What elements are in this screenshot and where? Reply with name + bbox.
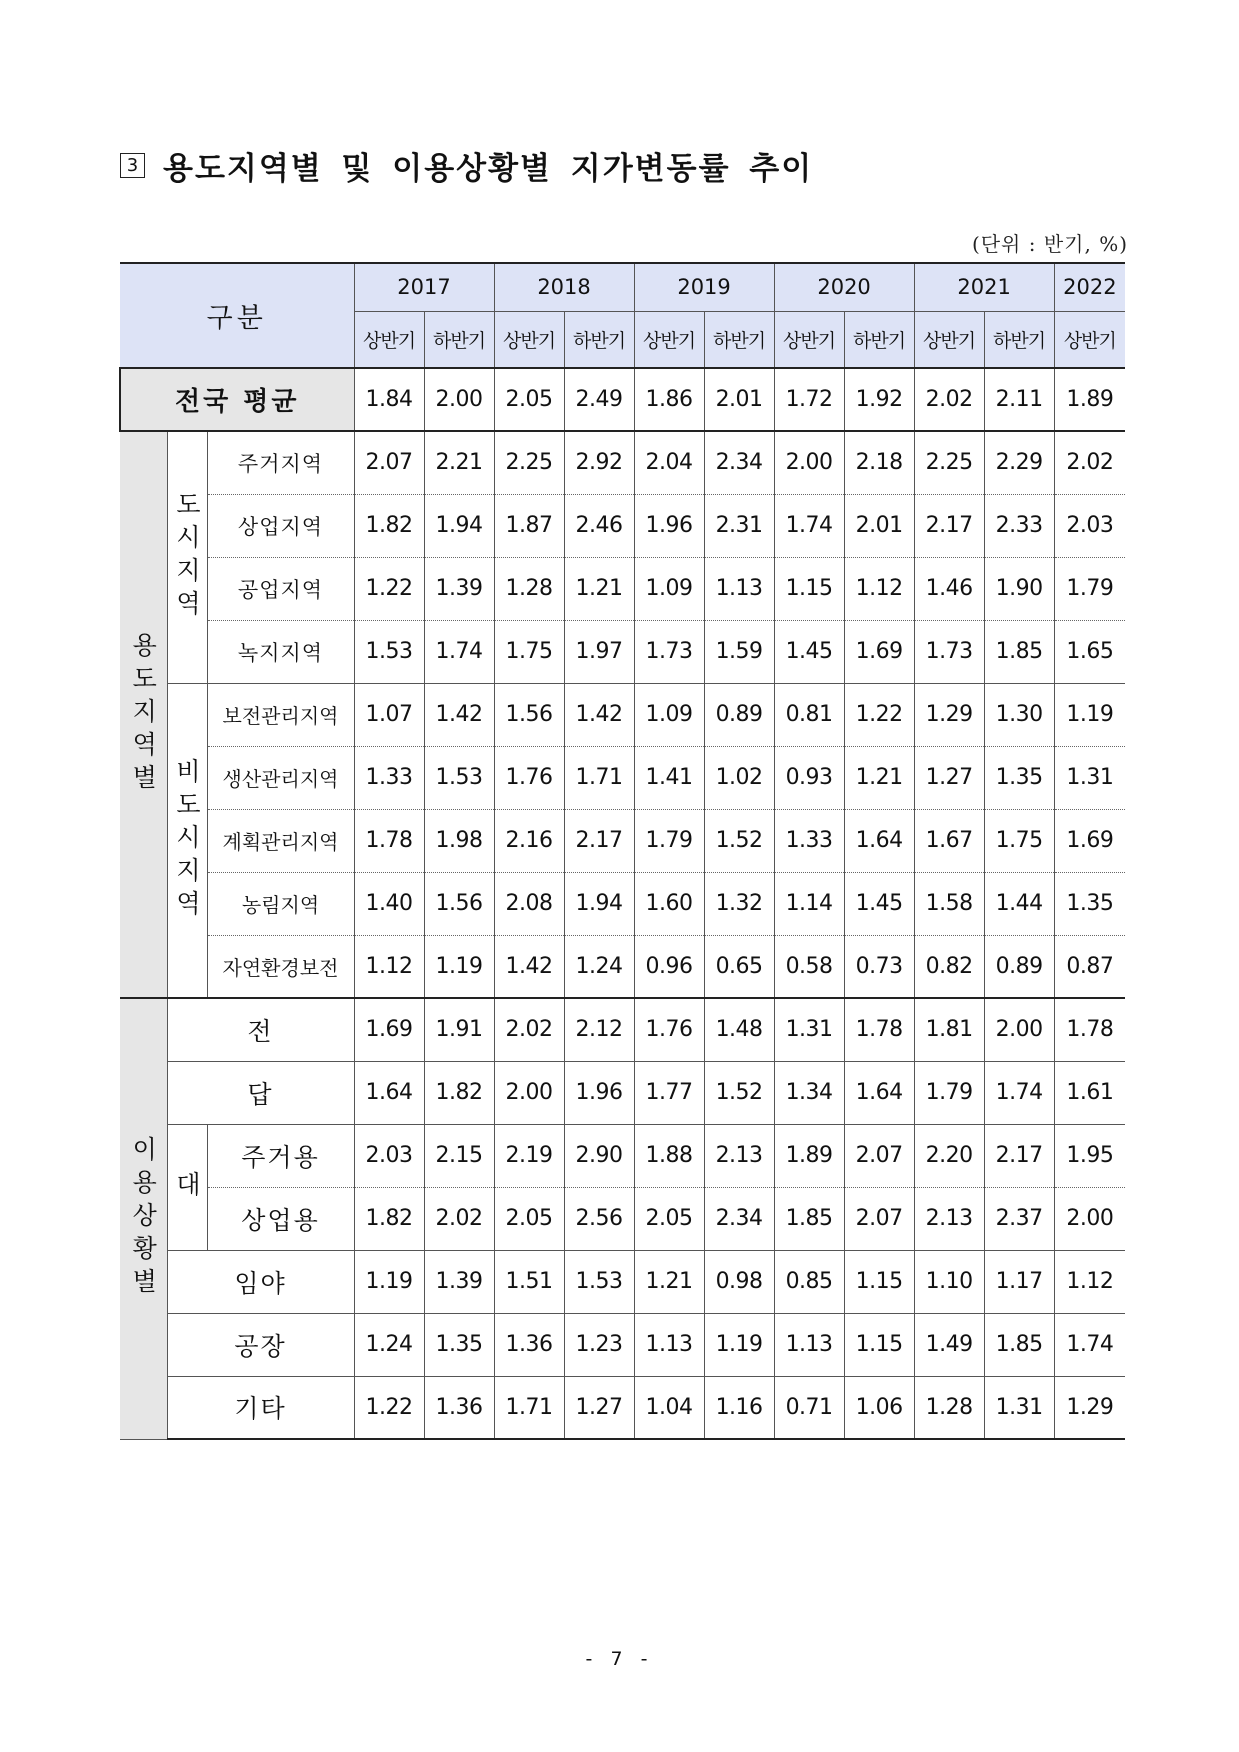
value-cell: 1.65 (1054, 620, 1125, 683)
value-cell: 1.04 (634, 1376, 704, 1439)
value-cell: 2.92 (564, 431, 634, 494)
value-cell: 1.45 (774, 620, 844, 683)
value-cell: 1.19 (424, 935, 494, 998)
row-label: 상업지역 (207, 494, 354, 557)
value-cell: 2.34 (704, 1187, 774, 1250)
value-cell: 1.97 (564, 620, 634, 683)
value-cell: 0.93 (774, 746, 844, 809)
row-label: 농림지역 (207, 872, 354, 935)
header-half: 하반기 (844, 311, 914, 368)
value-cell: 2.00 (1054, 1187, 1125, 1250)
header-year-2021: 2021 (914, 263, 1054, 311)
value-cell: 1.12 (844, 557, 914, 620)
value-cell: 1.40 (354, 872, 424, 935)
value-cell: 1.02 (704, 746, 774, 809)
value-cell: 1.29 (1054, 1376, 1125, 1439)
value-cell: 1.28 (914, 1376, 984, 1439)
value-cell: 1.95 (1054, 1124, 1125, 1187)
value-cell: 1.92 (844, 368, 914, 431)
value-cell: 1.69 (354, 998, 424, 1061)
value-cell: 1.64 (844, 1061, 914, 1124)
value-cell: 1.88 (634, 1124, 704, 1187)
table-row (120, 1124, 1125, 1187)
value-cell: 1.23 (564, 1313, 634, 1376)
table-row (120, 1187, 1125, 1250)
value-cell: 1.73 (914, 620, 984, 683)
table-row (120, 620, 1125, 683)
value-cell: 1.15 (844, 1313, 914, 1376)
row-label: 보전관리지역 (207, 683, 354, 746)
value-cell: 1.35 (984, 746, 1054, 809)
value-cell: 1.67 (914, 809, 984, 872)
national-average-row (120, 368, 1125, 431)
table-row (120, 1313, 1125, 1376)
value-cell: 1.15 (774, 557, 844, 620)
zone-section-label-text (120, 632, 167, 797)
value-cell: 2.17 (984, 1124, 1054, 1187)
value-cell: 1.89 (774, 1124, 844, 1187)
value-cell: 2.11 (984, 368, 1054, 431)
value-cell: 1.42 (564, 683, 634, 746)
row-label: 계획관리지역 (207, 809, 354, 872)
value-cell: 1.29 (914, 683, 984, 746)
value-cell: 1.79 (634, 809, 704, 872)
table-row (120, 1061, 1125, 1124)
value-cell: 2.07 (354, 431, 424, 494)
value-cell: 1.31 (1054, 746, 1125, 809)
value-cell: 2.90 (564, 1124, 634, 1187)
header-half: 상반기 (914, 311, 984, 368)
value-cell: 1.21 (634, 1250, 704, 1313)
value-cell: 2.17 (564, 809, 634, 872)
value-cell: 1.73 (634, 620, 704, 683)
value-cell: 1.19 (1054, 683, 1125, 746)
header-half: 하반기 (984, 311, 1054, 368)
value-cell: 2.07 (844, 1187, 914, 1250)
value-cell: 2.04 (634, 431, 704, 494)
value-cell: 1.61 (1054, 1061, 1125, 1124)
table-row (120, 494, 1125, 557)
value-cell: 1.84 (354, 368, 424, 431)
value-cell: 2.31 (704, 494, 774, 557)
header-half: 상반기 (774, 311, 844, 368)
header-half: 하반기 (424, 311, 494, 368)
value-cell: 1.52 (704, 1061, 774, 1124)
dae-group-label-label: 대 (172, 1170, 202, 1204)
value-cell: 2.29 (984, 431, 1054, 494)
row-label: 상업용 (207, 1187, 354, 1250)
value-cell: 1.27 (914, 746, 984, 809)
value-cell: 1.75 (984, 809, 1054, 872)
row-label: 생산관리지역 (207, 746, 354, 809)
value-cell: 1.33 (774, 809, 844, 872)
value-cell: 2.17 (914, 494, 984, 557)
value-cell: 2.21 (424, 431, 494, 494)
value-cell: 1.87 (494, 494, 564, 557)
table-row (120, 872, 1125, 935)
value-cell: 1.60 (634, 872, 704, 935)
value-cell: 2.12 (564, 998, 634, 1061)
value-cell: 0.85 (774, 1250, 844, 1313)
value-cell: 1.94 (564, 872, 634, 935)
value-cell: 1.22 (844, 683, 914, 746)
value-cell: 1.51 (494, 1250, 564, 1313)
value-cell: 1.77 (634, 1061, 704, 1124)
row-label: 주거용 (207, 1124, 354, 1187)
value-cell: 1.76 (634, 998, 704, 1061)
value-cell: 2.15 (424, 1124, 494, 1187)
row-label: 전 (167, 998, 354, 1061)
value-cell: 1.13 (634, 1313, 704, 1376)
value-cell: 2.16 (494, 809, 564, 872)
value-cell: 0.89 (704, 683, 774, 746)
dae-group-label-text (168, 1171, 207, 1204)
value-cell: 2.00 (984, 998, 1054, 1061)
value-cell: 1.79 (914, 1061, 984, 1124)
table-row (120, 809, 1125, 872)
value-cell: 1.33 (354, 746, 424, 809)
header-gubun: 구분 (120, 263, 354, 368)
value-cell: 1.91 (424, 998, 494, 1061)
value-cell: 1.28 (494, 557, 564, 620)
section-title-text: 용도지역별 및 이용상황별 지가변동률 추이 (163, 150, 814, 187)
value-cell: 1.78 (354, 809, 424, 872)
row-label: 공업지역 (207, 557, 354, 620)
use-section-label-text (120, 1136, 167, 1301)
value-cell: 1.78 (1054, 998, 1125, 1061)
header-half: 상반기 (354, 311, 424, 368)
value-cell: 1.53 (424, 746, 494, 809)
value-cell: 2.05 (494, 1187, 564, 1250)
table-row (120, 746, 1125, 809)
table-row (120, 431, 1125, 494)
header-year-2020: 2020 (774, 263, 914, 311)
value-cell: 1.59 (704, 620, 774, 683)
value-cell: 1.90 (984, 557, 1054, 620)
value-cell: 1.36 (494, 1313, 564, 1376)
value-cell: 0.98 (704, 1250, 774, 1313)
value-cell: 0.87 (1054, 935, 1125, 998)
value-cell: 1.36 (424, 1376, 494, 1439)
value-cell: 1.49 (914, 1313, 984, 1376)
value-cell: 1.82 (424, 1061, 494, 1124)
value-cell: 1.13 (704, 557, 774, 620)
value-cell: 1.19 (354, 1250, 424, 1313)
value-cell: 0.82 (914, 935, 984, 998)
value-cell: 1.07 (354, 683, 424, 746)
section-title (120, 143, 813, 187)
table-row (120, 557, 1125, 620)
value-cell: 2.05 (634, 1187, 704, 1250)
row-label: 녹지지역 (207, 620, 354, 683)
value-cell: 0.65 (704, 935, 774, 998)
value-cell: 0.73 (844, 935, 914, 998)
value-cell: 1.34 (774, 1061, 844, 1124)
value-cell: 2.19 (494, 1124, 564, 1187)
header-year-2019: 2019 (634, 263, 774, 311)
value-cell: 1.42 (494, 935, 564, 998)
value-cell: 1.71 (494, 1376, 564, 1439)
value-cell: 1.31 (984, 1376, 1054, 1439)
value-cell: 2.13 (914, 1187, 984, 1250)
value-cell: 1.85 (984, 620, 1054, 683)
value-cell: 1.13 (774, 1313, 844, 1376)
value-cell: 2.00 (774, 431, 844, 494)
value-cell: 1.41 (634, 746, 704, 809)
value-cell: 1.75 (494, 620, 564, 683)
section-number-box: 3 (120, 153, 145, 178)
value-cell: 2.25 (494, 431, 564, 494)
header-year-2022: 2022 (1054, 263, 1125, 311)
value-cell: 1.46 (914, 557, 984, 620)
value-cell: 1.74 (424, 620, 494, 683)
value-cell: 2.33 (984, 494, 1054, 557)
header-half: 상반기 (1054, 311, 1125, 368)
nonurban-group-label (167, 683, 207, 998)
value-cell: 1.10 (914, 1250, 984, 1313)
value-cell: 1.96 (564, 1061, 634, 1124)
value-cell: 2.05 (494, 368, 564, 431)
value-cell: 1.35 (1054, 872, 1125, 935)
value-cell: 1.21 (564, 557, 634, 620)
value-cell: 1.69 (1054, 809, 1125, 872)
value-cell: 1.21 (844, 746, 914, 809)
value-cell: 2.37 (984, 1187, 1054, 1250)
value-cell: 1.86 (634, 368, 704, 431)
zone-section-label-label: 용도지역별 (128, 632, 158, 797)
value-cell: 2.01 (704, 368, 774, 431)
value-cell: 1.45 (844, 872, 914, 935)
value-cell: 1.71 (564, 746, 634, 809)
value-cell: 1.89 (1054, 368, 1125, 431)
dae-group-label (167, 1124, 207, 1250)
nonurban-group-label-text (168, 758, 207, 923)
value-cell: 0.96 (634, 935, 704, 998)
value-cell: 1.44 (984, 872, 1054, 935)
page-number: - 7 - (585, 1648, 654, 1670)
table-row (120, 683, 1125, 746)
value-cell: 1.64 (354, 1061, 424, 1124)
value-cell: 2.02 (494, 998, 564, 1061)
value-cell: 1.30 (984, 683, 1054, 746)
value-cell: 2.00 (494, 1061, 564, 1124)
header-half: 상반기 (494, 311, 564, 368)
value-cell: 1.09 (634, 557, 704, 620)
value-cell: 1.22 (354, 557, 424, 620)
value-cell: 2.13 (704, 1124, 774, 1187)
value-cell: 2.49 (564, 368, 634, 431)
row-label: 공장 (167, 1313, 354, 1376)
value-cell: 1.31 (774, 998, 844, 1061)
table-header (120, 263, 1125, 368)
unit-note: (단위 : 반기, %) (971, 232, 1128, 256)
value-cell: 1.72 (774, 368, 844, 431)
use-section-label-label: 이용상황별 (128, 1136, 158, 1302)
use-section-label (120, 998, 167, 1439)
nonurban-group-label-label: 비도시지역 (172, 757, 202, 923)
value-cell: 1.64 (844, 809, 914, 872)
value-cell: 1.12 (1054, 1250, 1125, 1313)
value-cell: 1.74 (774, 494, 844, 557)
header-half: 하반기 (704, 311, 774, 368)
value-cell: 1.82 (354, 494, 424, 557)
value-cell: 0.71 (774, 1376, 844, 1439)
value-cell: 2.20 (914, 1124, 984, 1187)
value-cell: 1.82 (354, 1187, 424, 1250)
value-cell: 2.02 (424, 1187, 494, 1250)
value-cell: 1.85 (774, 1187, 844, 1250)
value-cell: 2.25 (914, 431, 984, 494)
value-cell: 2.01 (844, 494, 914, 557)
value-cell: 1.15 (844, 1250, 914, 1313)
zone-section-label (120, 431, 167, 998)
urban-group-label (167, 431, 207, 683)
value-cell: 1.96 (634, 494, 704, 557)
value-cell: 1.98 (424, 809, 494, 872)
value-cell: 1.48 (704, 998, 774, 1061)
value-cell: 0.81 (774, 683, 844, 746)
value-cell: 2.00 (424, 368, 494, 431)
value-cell: 1.17 (984, 1250, 1054, 1313)
value-cell: 1.53 (354, 620, 424, 683)
value-cell: 1.52 (704, 809, 774, 872)
header-half: 상반기 (634, 311, 704, 368)
value-cell: 1.22 (354, 1376, 424, 1439)
value-cell: 1.16 (704, 1376, 774, 1439)
value-cell: 1.53 (564, 1250, 634, 1313)
table-row (120, 1250, 1125, 1313)
table-row (120, 1376, 1125, 1439)
value-cell: 1.24 (354, 1313, 424, 1376)
value-cell: 2.46 (564, 494, 634, 557)
value-cell: 1.85 (984, 1313, 1054, 1376)
urban-group-label-label: 도시지역 (172, 491, 202, 624)
value-cell: 1.19 (704, 1313, 774, 1376)
national-average-label: 전국 평균 (120, 368, 354, 431)
value-cell: 2.02 (1054, 431, 1125, 494)
value-cell: 1.35 (424, 1313, 494, 1376)
table-row (120, 998, 1125, 1061)
value-cell: 1.06 (844, 1376, 914, 1439)
value-cell: 1.39 (424, 557, 494, 620)
value-cell: 1.69 (844, 620, 914, 683)
row-label: 기타 (167, 1376, 354, 1439)
value-cell: 2.18 (844, 431, 914, 494)
value-cell: 2.03 (354, 1124, 424, 1187)
value-cell: 1.78 (844, 998, 914, 1061)
value-cell: 1.14 (774, 872, 844, 935)
value-cell: 1.74 (984, 1061, 1054, 1124)
value-cell: 1.81 (914, 998, 984, 1061)
row-label: 답 (167, 1061, 354, 1124)
value-cell: 1.76 (494, 746, 564, 809)
value-cell: 1.27 (564, 1376, 634, 1439)
value-cell: 1.39 (424, 1250, 494, 1313)
value-cell: 2.02 (914, 368, 984, 431)
value-cell: 1.94 (424, 494, 494, 557)
value-cell: 0.89 (984, 935, 1054, 998)
value-cell: 2.07 (844, 1124, 914, 1187)
value-cell: 2.03 (1054, 494, 1125, 557)
row-label: 자연환경보전 (207, 935, 354, 998)
land-price-table (119, 262, 1125, 1440)
value-cell: 1.32 (704, 872, 774, 935)
value-cell: 1.09 (634, 683, 704, 746)
value-cell: 1.42 (424, 683, 494, 746)
header-year-2017: 2017 (354, 263, 494, 311)
urban-group-label-text (168, 491, 207, 623)
value-cell: 1.24 (564, 935, 634, 998)
row-label: 주거지역 (207, 431, 354, 494)
header-year-2018: 2018 (494, 263, 634, 311)
value-cell: 1.12 (354, 935, 424, 998)
value-cell: 2.34 (704, 431, 774, 494)
value-cell: 2.08 (494, 872, 564, 935)
value-cell: 1.74 (1054, 1313, 1125, 1376)
row-label: 임야 (167, 1250, 354, 1313)
value-cell: 1.58 (914, 872, 984, 935)
value-cell: 1.56 (424, 872, 494, 935)
value-cell: 1.56 (494, 683, 564, 746)
value-cell: 2.56 (564, 1187, 634, 1250)
value-cell: 0.58 (774, 935, 844, 998)
header-half: 하반기 (564, 311, 634, 368)
value-cell: 1.79 (1054, 557, 1125, 620)
table-row (120, 935, 1125, 998)
